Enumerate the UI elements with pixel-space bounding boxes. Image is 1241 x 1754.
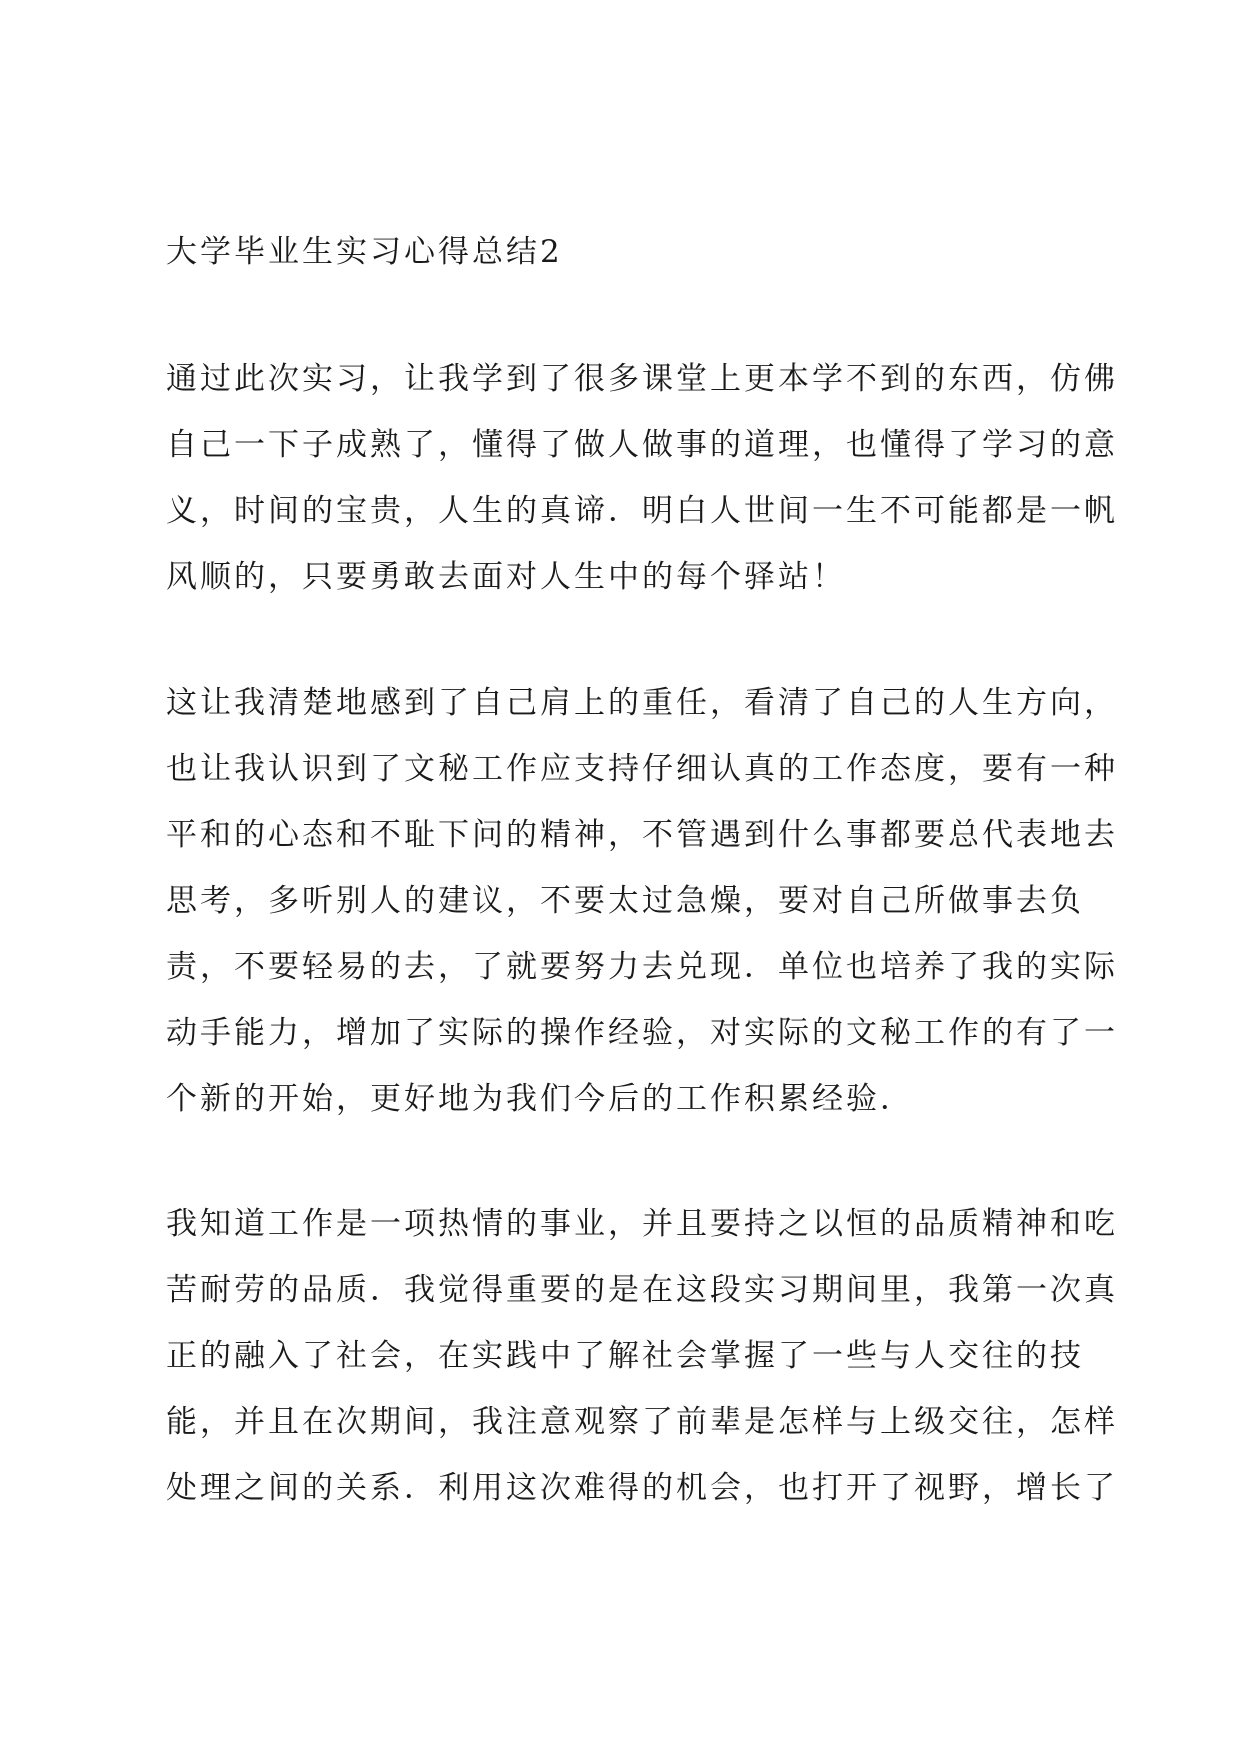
text-line: 我知道工作是一项热情的事业，并且要持之以恒的品质精神和吃 <box>166 1206 1118 1242</box>
text-line: 义，时间的宝贵，人生的真谛．明白人世间一生不可能都是一帆 <box>166 493 1118 529</box>
text-line: 思考，多听别人的建议，不要太过急燥，要对自己所做事去负 <box>166 883 1084 919</box>
text-line: 责，不要轻易的去，了就要努力去兑现．单位也培养了我的实际 <box>166 949 1118 985</box>
paragraph-3 <box>166 1191 1118 1521</box>
document-title: 大学毕业生实习心得总结2 <box>166 234 563 270</box>
text-line: 苦耐劳的品质．我觉得重要的是在这段实习期间里，我第一次真 <box>166 1272 1118 1308</box>
text-line: 处理之间的关系．利用这次难得的机会，也打开了视野，增长了 <box>166 1470 1118 1506</box>
text-line: 通过此次实习，让我学到了很多课堂上更本学不到的东西，仿佛 <box>166 361 1118 397</box>
text-line: 风顺的，只要勇敢去面对人生中的每个驿站！ <box>166 559 846 595</box>
text-line: 动手能力，增加了实际的操作经验，对实际的文秘工作的有了一 <box>166 1015 1118 1051</box>
paragraph-1 <box>166 346 1118 610</box>
text-line: 平和的心态和不耻下问的精神，不管遇到什么事都要总代表地去 <box>166 817 1118 853</box>
text-line: 能，并且在次期间，我注意观察了前辈是怎样与上级交往，怎样 <box>166 1404 1118 1440</box>
text-line: 自己一下子成熟了，懂得了做人做事的道理，也懂得了学习的意 <box>166 427 1118 463</box>
text-line: 正的融入了社会，在实践中了解社会掌握了一些与人交往的技 <box>166 1338 1084 1374</box>
text-line: 这让我清楚地感到了自己肩上的重任，看清了自己的人生方向， <box>166 685 1118 721</box>
text-line: 也让我认识到了文秘工作应支持仔细认真的工作态度，要有一种 <box>166 751 1118 787</box>
text-line: 个新的开始，更好地为我们今后的工作积累经验． <box>166 1081 914 1117</box>
paragraph-2 <box>166 670 1118 1132</box>
